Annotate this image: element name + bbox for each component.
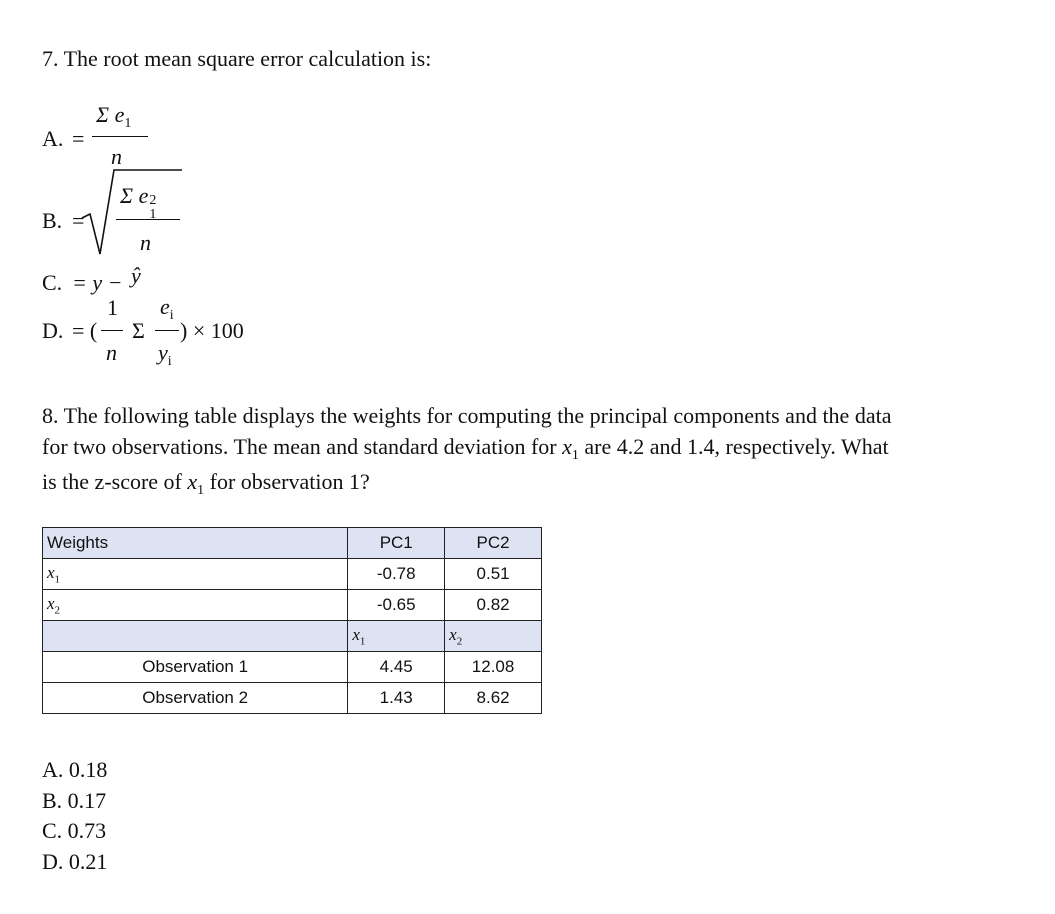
observation-1-x2: 12.08 — [445, 652, 542, 683]
option-d-suffix: ) × 100 — [180, 318, 244, 343]
weights-table — [42, 527, 542, 714]
option-c-label: C. — [42, 270, 63, 295]
answer-option-c: C. 0.73 — [42, 818, 107, 843]
option-d-label: D. — [42, 318, 64, 343]
option-d-sigma: Σ — [132, 318, 145, 343]
option-b-numerator: Σ e 2 1 — [120, 183, 157, 222]
table-row — [43, 683, 542, 714]
observation-header-row — [43, 621, 542, 652]
obs-x2-header: $x_2$ — [445, 621, 542, 652]
option-a-denominator: n — [111, 144, 122, 169]
option-d-open-paren: = ( — [72, 318, 98, 343]
question-7-text: 7. The root mean square error calculation is: — [42, 46, 432, 71]
weight-x1-pc2: 0.51 — [445, 559, 542, 590]
table-row — [43, 590, 542, 621]
observation-2-x1: 1.43 — [348, 683, 445, 714]
pc1-header: PC1 — [348, 528, 445, 559]
option-d-fraction-bar-2 — [155, 330, 179, 331]
question-8-line-3: is the z-score of $x_1$ for observation 1? — [42, 469, 370, 498]
table-header-row — [43, 528, 542, 559]
option-b-fraction-bar — [116, 219, 180, 220]
weight-x1-pc1: -0.78 — [348, 559, 445, 590]
option-a-numerator: Σ $e_1$ — [96, 102, 132, 131]
observation-1-label: Observation 1 — [43, 652, 348, 683]
option-a-fraction-bar — [92, 136, 148, 137]
option-d-e: $e_i$ — [160, 294, 174, 323]
observation-2-x2: 8.62 — [445, 683, 542, 714]
option-c-expression: = y − — [72, 270, 123, 295]
square-root-icon — [80, 164, 184, 262]
question-8-line-2: for two observations. The mean and standard deviation for $x_1$ are 4.2 and 1.4, respectively. What — [42, 434, 889, 463]
weights-header: Weights — [43, 528, 348, 559]
weight-x2-pc1: -0.65 — [348, 590, 445, 621]
question-8-line-1: 8. The following table displays the weights for computing the principal components and the data — [42, 403, 892, 428]
observation-header-blank — [43, 621, 348, 652]
option-d-y: $y_i$ — [158, 340, 172, 369]
option-c-yhat: ŷ — [131, 263, 141, 288]
table-row — [43, 559, 542, 590]
table-row — [43, 652, 542, 683]
observation-2-label: Observation 2 — [43, 683, 348, 714]
answer-option-a: A. 0.18 — [42, 757, 108, 782]
option-a-equals: = — [72, 126, 85, 151]
option-d-fraction-bar-1 — [101, 330, 123, 331]
pc2-header: PC2 — [445, 528, 542, 559]
answer-option-b: B. 0.17 — [42, 788, 107, 813]
weight-var-x2: $x_2$ — [43, 590, 348, 621]
option-a-label: A. — [42, 126, 64, 151]
option-d-n: n — [106, 340, 117, 365]
option-b-equals: = — [72, 208, 85, 233]
weight-var-x1: $x_1$ — [43, 559, 348, 590]
option-d-one: 1 — [107, 295, 118, 320]
weight-x2-pc2: 0.82 — [445, 590, 542, 621]
answer-option-d: D. 0.21 — [42, 849, 108, 874]
option-b-denominator: n — [140, 230, 151, 255]
option-b-label: B. — [42, 208, 63, 233]
obs-x1-header: $x_1$ — [348, 621, 445, 652]
observation-1-x1: 4.45 — [348, 652, 445, 683]
